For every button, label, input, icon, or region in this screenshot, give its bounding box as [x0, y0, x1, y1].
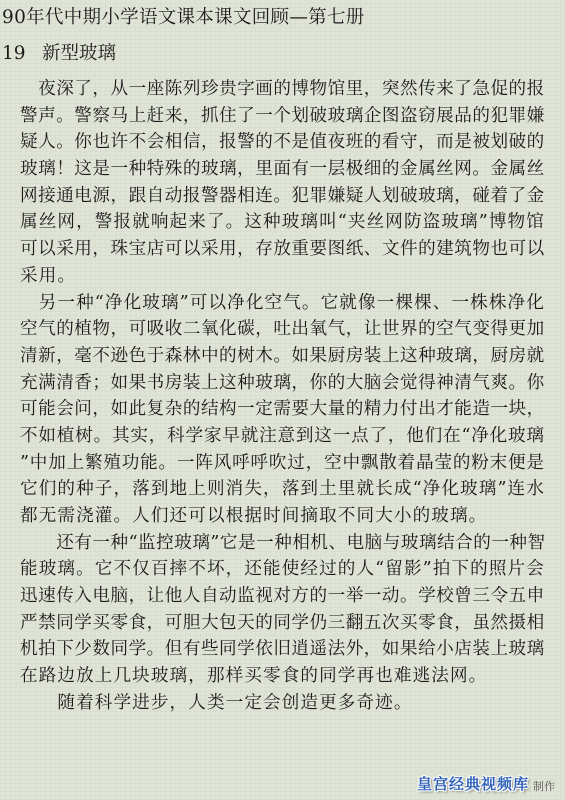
text-line: 采用。	[20, 265, 77, 286]
text-line: 随着科学进步，人类一定会创造更多奇迹。	[20, 692, 413, 713]
watermark-sub-text: 制作	[533, 780, 555, 793]
text-line: 空气的植物，可吸收二氧化碳，吐出氧气，让世界的空气变得更加	[20, 319, 545, 340]
text-line: 不如植树。其实，科学家早就注意到这一点了，他们在“净化玻璃	[20, 425, 545, 446]
text-line: 另一种“净化玻璃”可以净化空气。它就像一棵棵、一株株净化	[20, 292, 545, 313]
text-line: 还有一种“监控玻璃”它是一种相机、电脑与玻璃结合的一种智	[20, 532, 546, 553]
text-line: 夜深了，从一座陈列珍贵字画的博物馆里，突然传来了急促的报	[20, 79, 545, 99]
text-line: 都无需浇灌。人们还可以根据时间摘取不同大小的玻璃。	[20, 506, 488, 526]
text-line: 在路边放上几块玻璃，那样买零食的同学再也难逃法网。	[20, 666, 488, 687]
page-title: 90年代中期小学语文课本课文回顾—第七册	[2, 7, 365, 28]
text-line: 能玻璃。它不仅百摔不坏，还能使经过的人“留影”拍下的照片会	[20, 559, 545, 580]
text-line: 警声。警察马上赶来，抓住了一个划破玻璃企图盗窃展品的犯罪嫌	[20, 105, 545, 126]
text-line: 清新，毫不逊色于森林中的树木。如果厨房装上这种玻璃，厨房就	[20, 345, 545, 366]
lesson-heading	[2, 42, 116, 66]
text-line: 充满清香；如果书房装上这种玻璃，你的大脑会觉得神清气爽。你	[20, 372, 545, 393]
text-line: 网接通电源，跟自动报警器相连。犯罪嫌疑人划破玻璃，碰着了金	[20, 185, 545, 206]
text-line: 机拍下少数同学。但有些同学依旧逍遥法外，如果给小店装上玻璃	[20, 639, 545, 660]
text-line: 可以采用，珠宝店可以采用，存放重要图纸、文件的建筑物也可以	[20, 239, 545, 260]
text-line: 严禁同学买零食，可胆大包天的同学仍三翻五次买零食，虽然摄相	[20, 612, 545, 633]
text-line: 疑人。你也许不会相信，报警的不是值夜班的看守，而是被划破的	[20, 132, 545, 153]
watermark-logo-text: 皇宫经典视频库	[416, 775, 529, 793]
text-line: 它们的种子，落到地上则消失，落到土里就长成“净化玻璃”连水	[20, 479, 545, 500]
text-line: 迅速传入电脑，让他人自动监视对方的一举一动。学校曾三令五申	[20, 586, 545, 607]
text-line: 玻璃！这是一种特殊的玻璃，里面有一层极细的金属丝网。金属丝	[20, 159, 545, 180]
text-line: 可能会问，如此复杂的结构一定需要大量的精力付出才能造一块，	[20, 399, 545, 420]
watermark	[417, 773, 555, 794]
lesson-number: 19	[2, 43, 26, 64]
text-line: 属丝网，警报就响起来了。这种玻璃叫“夹丝网防盗玻璃”博物馆	[20, 212, 545, 233]
lesson-title: 新型玻璃	[42, 43, 117, 64]
text-line: ”中加上繁殖功能。一阵风呼呼吹过，空中飘散着晶莹的粉末便是	[20, 452, 545, 473]
lesson-body	[20, 76, 552, 717]
